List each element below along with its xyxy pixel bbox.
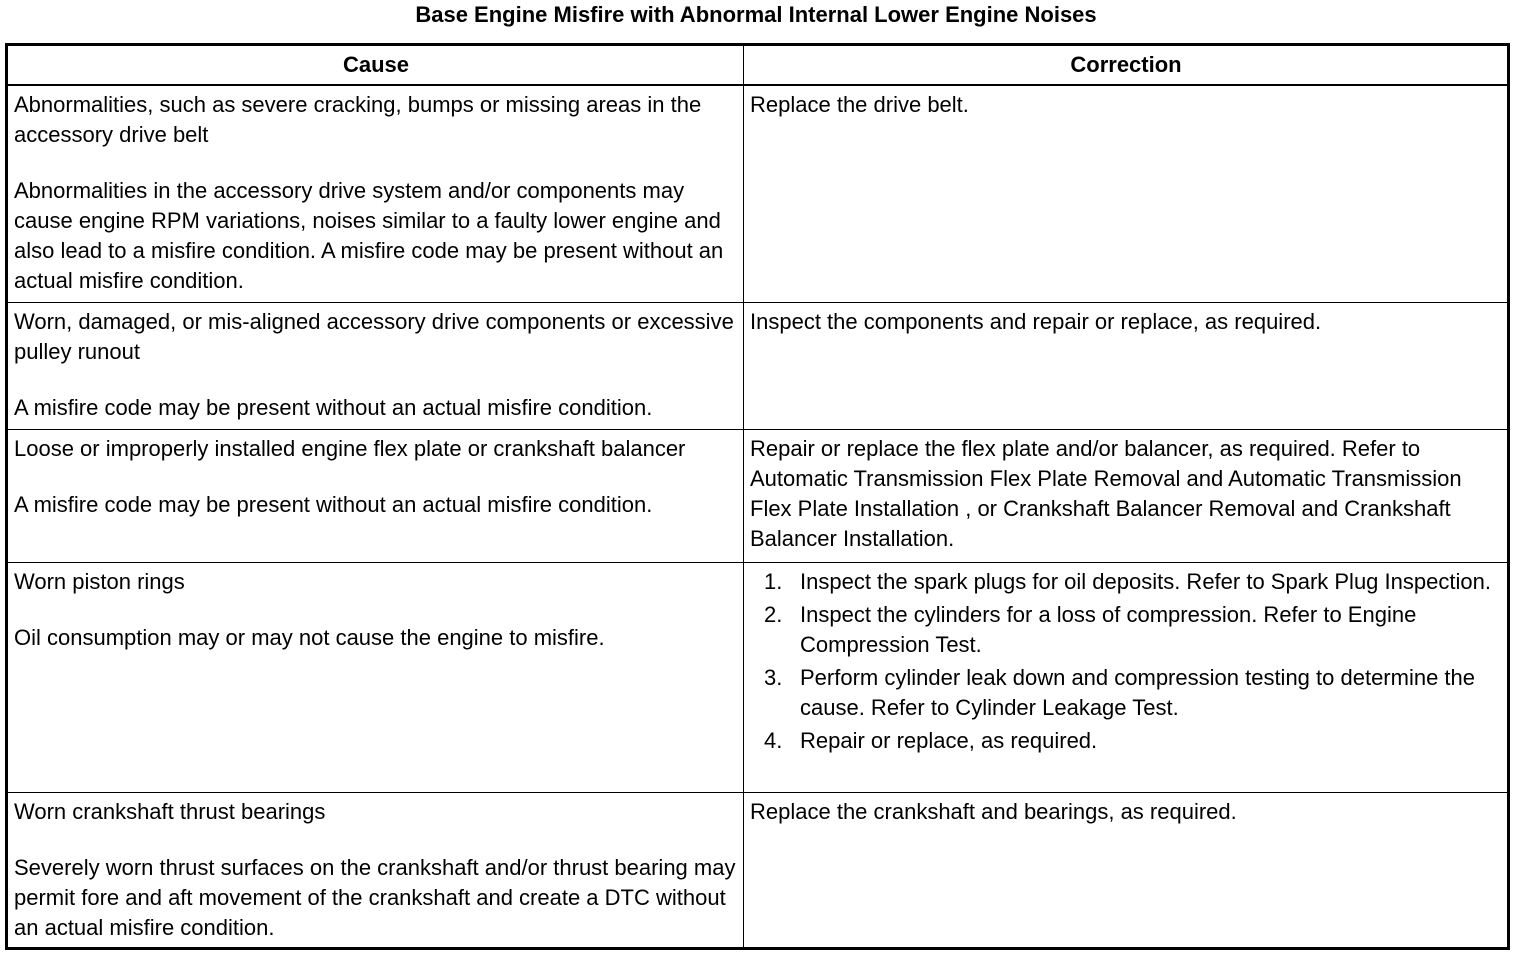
cause-cell — [7, 792, 744, 948]
step-number: 1. — [764, 568, 783, 594]
correction-cell — [744, 792, 1509, 948]
step-number: 3. — [764, 664, 783, 690]
step-text: Perform cylinder leak down and compression testing to determine the cause. Refer to Cylinder Leakage Test. — [800, 664, 1476, 720]
cause-text: Worn, damaged, or mis-aligned accessory drive components or excessive pulley runout — [14, 308, 734, 364]
correction-steps — [750, 567, 1502, 756]
table-row — [7, 792, 1509, 948]
cause-text: Loose or improperly installed engine flex plate or crankshaft balancer — [14, 435, 686, 461]
correction-cell — [744, 302, 1509, 429]
cause-note: Abnormalities in the accessory drive system and/or components may cause engine RPM variations, noises similar to a faulty lower engine and also lead to a misfire condition. A misfire code may be present without an actual misfire condition. — [14, 178, 724, 293]
step-text: Inspect the spark plugs for oil deposits. Refer to Spark Plug Inspection. — [800, 568, 1491, 594]
cause-note: A misfire code may be present without an actual misfire condition. — [14, 491, 653, 517]
table-header-row — [7, 45, 1509, 86]
table-row — [7, 85, 1509, 302]
correction-text: Repair or replace the flex plate and/or balancer, as required. Refer to Automatic Transmission Flex Plate Removal and Automatic Transmission Flex Plate Installation , or Crankshaft Balancer Removal and Crankshaft Balancer Installation. — [750, 435, 1462, 551]
cause-cell — [7, 562, 744, 792]
column-header-cause: Cause — [7, 45, 744, 86]
cause-text: Abnormalities, such as severe cracking, bumps or missing areas in the accessory drive belt — [14, 92, 702, 147]
cause-cell — [7, 429, 744, 562]
page-title: Base Engine Misfire with Abnormal Internal Lower Engine Noises — [415, 2, 1097, 27]
table-row — [7, 302, 1509, 429]
step-text: Repair or replace, as required. — [800, 727, 1098, 753]
cause-text: Worn piston rings — [14, 568, 185, 594]
cause-cell — [7, 85, 744, 302]
correction-text: Replace the drive belt. — [750, 92, 969, 117]
cause-text: Worn crankshaft thrust bearings — [14, 798, 326, 824]
table-row — [7, 429, 1509, 562]
list-item — [750, 600, 1502, 660]
correction-cell — [744, 562, 1509, 792]
cause-note: Oil consumption may or may not cause the engine to misfire. — [14, 624, 605, 650]
step-number: 4. — [764, 727, 783, 753]
list-item — [750, 726, 1502, 756]
diagnostic-table — [5, 43, 1510, 950]
cause-note: Severely worn thrust surfaces on the crankshaft and/or thrust bearing may permit fore and aft movement of the crankshaft and create a DTC without an actual misfire condition. — [14, 854, 736, 940]
list-item — [750, 567, 1502, 597]
step-text: Inspect the cylinders for a loss of compression. Refer to Engine Compression Test. — [800, 601, 1417, 657]
cause-note: A misfire code may be present without an actual misfire condition. — [14, 394, 653, 420]
correction-cell — [744, 85, 1509, 302]
table-row — [7, 562, 1509, 792]
cause-cell — [7, 302, 744, 429]
correction-text: Replace the crankshaft and bearings, as required. — [750, 798, 1237, 824]
column-header-correction: Correction — [744, 45, 1509, 86]
correction-text: Inspect the components and repair or replace, as required. — [750, 308, 1322, 334]
step-number: 2. — [764, 601, 783, 627]
list-item — [750, 663, 1502, 723]
correction-cell — [744, 429, 1509, 562]
